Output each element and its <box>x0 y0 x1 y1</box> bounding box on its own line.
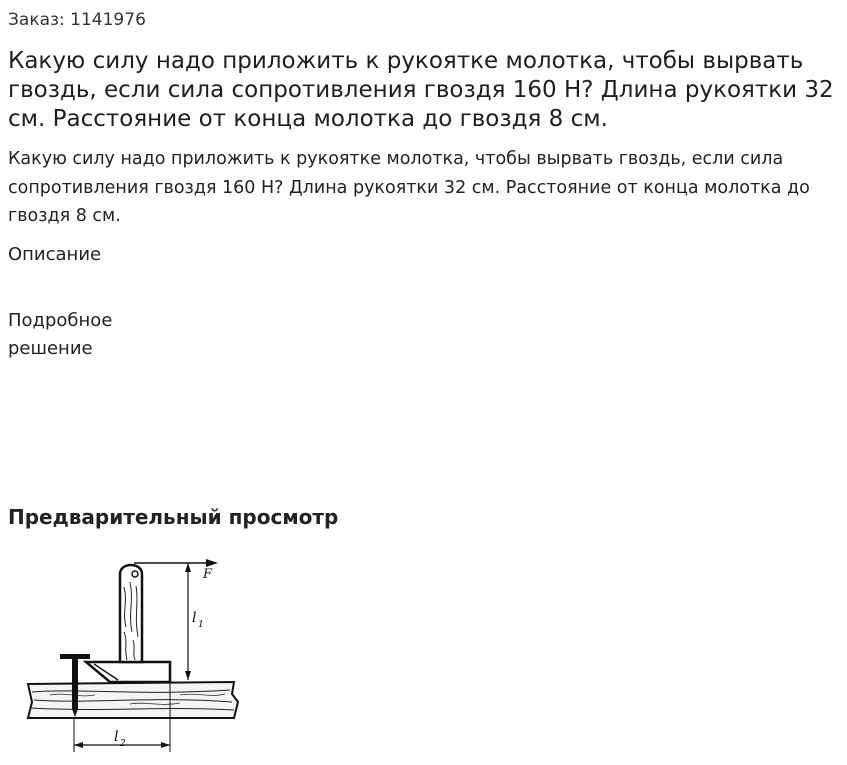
preview-title: Предварительный просмотр <box>8 505 339 529</box>
solution-label[interactable]: Подробное решение <box>8 310 113 359</box>
hammer-head <box>86 662 170 682</box>
description-label[interactable]: Описание <box>8 244 102 265</box>
l2-subscript: 2 <box>120 739 126 749</box>
force-label: F <box>203 567 213 582</box>
force-arrow <box>134 559 218 582</box>
hammer-handle <box>120 565 142 662</box>
hammer-lever-figure <box>20 552 250 758</box>
l1-label: l <box>192 610 197 626</box>
task-body: Какую силу надо приложить к рукоятке молотка, чтобы вырвать гвоздь, если сила сопротивления гвоздя 160 Н? Длина рукоятки 32 см. Расстояние от конца молотка до гвоздя 8 см. <box>8 149 810 226</box>
wood-plank <box>28 682 238 718</box>
task-title: Какую силу надо приложить к рукоятке молотка, чтобы вырвать гвоздь, если сила сопротивления гвоздя 160 Н? Длина рукоятки 32 см. Расстояние от конца молотка до гвоздя 8 см. <box>8 48 834 132</box>
order-number: Заказ: 1141976 <box>8 10 146 30</box>
l1-dimension <box>185 563 204 680</box>
l1-subscript: 1 <box>198 620 204 630</box>
hammer-lever-diagram <box>20 552 250 758</box>
l2-label: l <box>114 729 119 745</box>
